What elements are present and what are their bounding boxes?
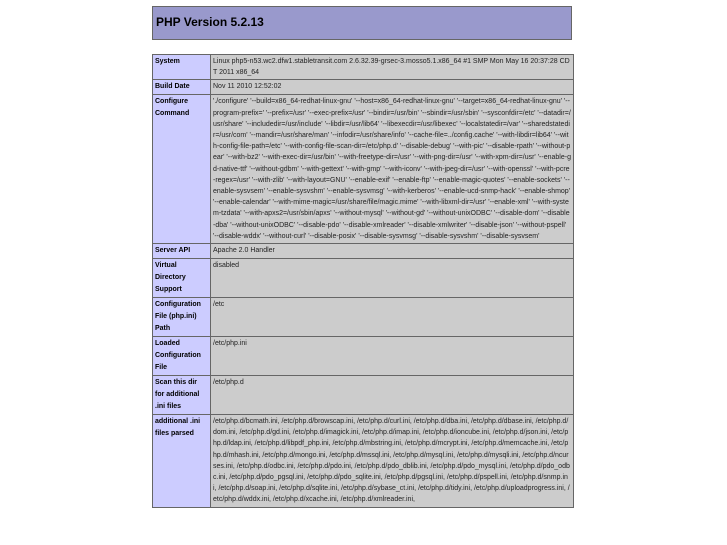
row-value-configuration-file-path: /etc: [211, 298, 574, 337]
table-row-configuration-file-path: [153, 298, 574, 337]
row-value-additional-ini-files: /etc/php.d/bcmath.ini, /etc/php.d/browscap.ini, /etc/php.d/curl.ini, /etc/php.d/dba.ini, /etc/php.d/dbase.ini, /etc/php.d/dom.ini, /etc/php.d/gd.ini, /etc/php.d/imagick.ini, /etc/php.d/imap.ini, /etc/php.d/ioncube.ini, /etc/php.d/json.ini, /etc/php.d/ldap.ini, /etc/php.d/libpdf_php.ini, /etc/php.d/mbstring.ini, /etc/php.d/mcrypt.ini, /etc/php.d/memcache.ini, /etc/php.d/mhash.ini, /etc/php.d/mongo.ini, /etc/php.d/mssql.ini, /etc/php.d/mysql.ini, /etc/php.d/mysqli.ini, /etc/php.d/ncurses.ini, /etc/php.d/odbc.ini, /etc/php.d/pdo.ini, /etc/php.d/pdo_dblib.ini, /etc/php.d/pdo_mysql.ini, /etc/php.d/pdo_odbc.ini, /etc/php.d/pdo_pgsql.ini, /etc/php.d/pdo_sqlite.ini, /etc/php.d/pgsql.ini, /etc/php.d/pspell.ini, /etc/php.d/snmp.ini, /etc/php.d/soap.ini, /etc/php.d/sqlite.ini, /etc/php.d/sybase_ct.ini, /etc/php.d/tidy.ini, /etc/php.d/uploadprogress.ini, /etc/php.d/wddx.ini, /etc/php.d/xcache.ini, /etc/php.d/xmlreader.ini,: [211, 415, 574, 508]
page-title: PHP Version 5.2.13: [156, 15, 264, 29]
row-key-virtual-directory-support: Virtual Directory Support: [153, 259, 211, 298]
row-value-scan-dir: /etc/php.d: [211, 376, 574, 415]
row-key-additional-ini-files: additional .ini files parsed: [153, 415, 211, 508]
php-info-table: [152, 54, 574, 508]
row-key-loaded-configuration-file: Loaded Configuration File: [153, 337, 211, 376]
table-row-build-date: [153, 80, 574, 95]
row-key-scan-dir: Scan this dir for additional .ini files: [153, 376, 211, 415]
row-key-configuration-file-path: Configuration File (php.ini) Path: [153, 298, 211, 337]
row-value-loaded-configuration-file: /etc/php.ini: [211, 337, 574, 376]
table-row-scan-dir: [153, 376, 574, 415]
row-value-server-api: Apache 2.0 Handler: [211, 244, 574, 259]
row-key-configure-command: Configure Command: [153, 95, 211, 244]
row-key-system: System: [153, 55, 211, 80]
table-row-virtual-directory-support: [153, 259, 574, 298]
row-value-configure-command: './configure' '--build=x86_64-redhat-linux-gnu' '--host=x86_64-redhat-linux-gnu' '--target=x86_64-redhat-linux-gnu' '--program-prefix=' '--prefix=/usr' '--exec-prefix=/usr' '--bindir=/usr/bin' '--sbindir=/usr/sbin' '--sysconfdir=/etc' '--datadir=/usr/share' '--includedir=/usr/include' '--libdir=/usr/lib64' '--libexecdir=/usr/libexec' '--localstatedir=/var' '--sharedstatedir=/usr/com' '--mandir=/usr/share/man' '--infodir=/usr/share/info' '--cache-file=../config.cache' '--with-libdir=lib64' '--with-config-file-path=/etc' '--with-config-file-scan-dir=/etc/php.d' '--disable-debug' '--with-pic' '--disable-rpath' '--without-pear' '--with-bz2' '--with-exec-dir=/usr/bin' '--with-freetype-dir=/usr' '--with-png-dir=/usr' '--with-xpm-dir=/usr' '--enable-gd-native-ttf' '--without-gdbm' '--with-gettext' '--with-gmp' '--with-iconv' '--with-jpeg-dir=/usr' '--with-openssl' '--with-pcre-regex=/usr' '--with-zlib' '--with-layout=GNU' '--enable-exif' '--enable-ftp' '--enable-magic-quotes' '--enable-sockets' '--enable-sysvsem' '--enable-sysvshm' '--enable-sysvmsg' '--with-kerberos' '--enable-ucd-snmp-hack' '--enable-shmop' '--enable-calendar' '--with-mime-magic=/usr/share/file/magic.mime' '--with-libxml-dir=/usr' '--enable-xml' '--with-system-tzdata' '--with-apxs2=/usr/sbin/apxs' '--without-mysql' '--without-gd' '--without-unixODBC' '--disable-dom' '--disable-dba' '--without-unixODBC' '--disable-pdo' '--disable-xmlreader' '--disable-xmlwriter' '--disable-json' '--without-pspell' '--disable-wddx' '--without-curl' '--disable-posix' '--disable-sysvmsg' '--disable-sysvshm' '--disable-sysvsem': [211, 95, 574, 244]
table-row-system: [153, 55, 574, 80]
row-key-build-date: Build Date: [153, 80, 211, 95]
table-row-loaded-configuration-file: [153, 337, 574, 376]
row-value-virtual-directory-support: disabled: [211, 259, 574, 298]
table-row-server-api: [153, 244, 574, 259]
table-row-additional-ini-files: [153, 415, 574, 508]
php-version-header: [152, 6, 572, 40]
row-key-server-api: Server API: [153, 244, 211, 259]
row-value-build-date: Nov 11 2010 12:52:02: [211, 80, 574, 95]
table-row-configure-command: [153, 95, 574, 244]
row-value-system: Linux php5-n53.wc2.dfw1.stabletransit.com 2.6.32.39-grsec-3.mosso5.1.x86_64 #1 SMP Mon May 16 20:37:28 CDT 2011 x86_64: [211, 55, 574, 80]
